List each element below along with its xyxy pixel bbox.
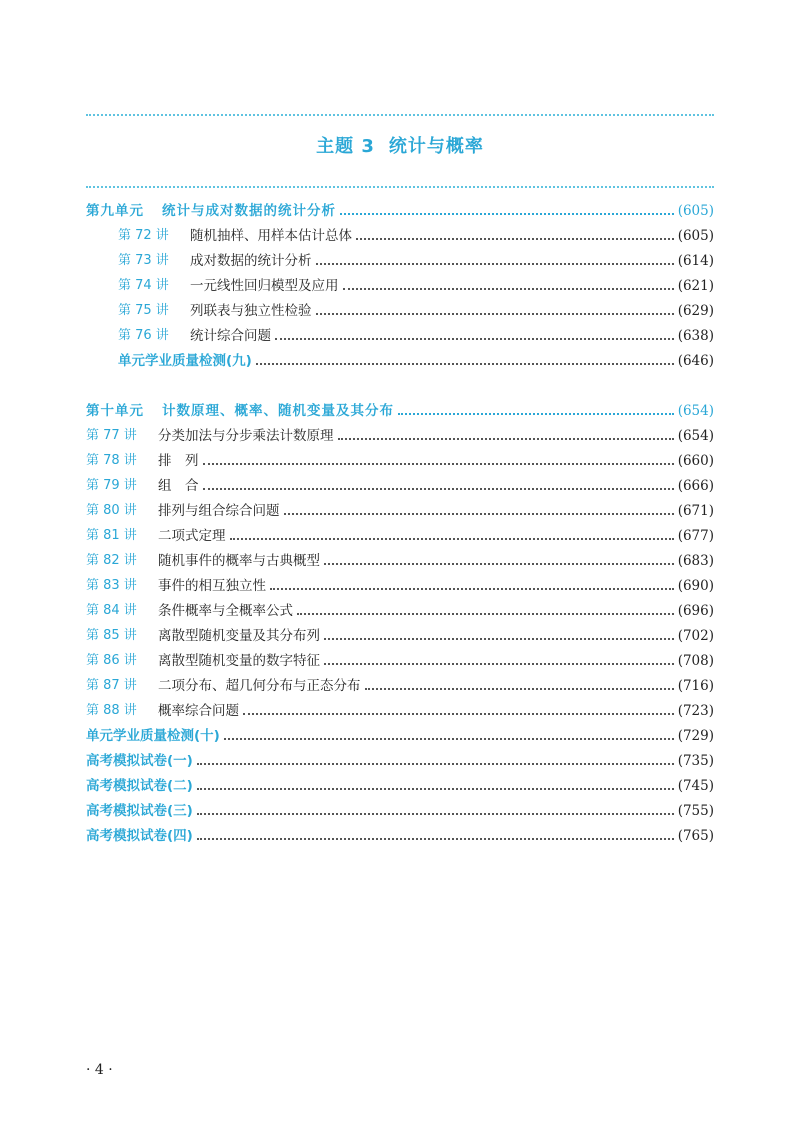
lecture-title: 一元线性回归模型及应用 [190,278,339,294]
page-ref: (735) [677,753,714,769]
toc-mock-exam-1[interactable] [86,751,714,771]
dot-leader [197,788,674,790]
toc-unit-9-quality-test[interactable] [118,351,714,371]
toc-unit-10[interactable] [86,401,714,421]
page-ref: (755) [677,803,714,819]
toc-lecture-81[interactable] [86,526,714,546]
lecture-label: 第 88 讲 [86,703,137,718]
toc-unit-10-quality-test[interactable] [86,726,714,746]
unit-title: 计数原理、概率、随机变量及其分布 [162,403,394,419]
lecture-label: 第 84 讲 [86,603,137,618]
page-ref: (654) [677,428,714,444]
theme-heading [0,132,800,158]
top-dotted-rule [86,114,714,116]
dot-leader [203,463,674,465]
unit-title: 统计与成对数据的统计分析 [162,203,336,219]
lecture-label: 第 81 讲 [86,528,137,543]
lecture-title: 组 合 [158,478,199,494]
lecture-title: 统计综合问题 [190,328,271,344]
toc-mock-exam-2[interactable] [86,776,714,796]
dot-leader [224,738,674,740]
page-ref: (677) [677,528,714,544]
dot-leader [284,513,674,515]
lecture-title: 离散型随机变量及其分布列 [158,628,320,644]
lecture-title: 排 列 [158,453,199,469]
dot-leader [338,438,674,440]
lecture-title: 条件概率与全概率公式 [158,603,293,619]
lecture-label: 第 77 讲 [86,428,137,443]
quality-test-title: 单元学业质量检测(九) [118,353,252,369]
toc-lecture-75[interactable] [118,301,714,321]
quality-test-title: 单元学业质量检测(十) [86,728,220,744]
page-ref: (605) [677,203,714,219]
dot-leader [324,563,674,565]
lecture-label: 第 78 讲 [86,453,137,468]
lecture-title: 分类加法与分步乘法计数原理 [158,428,334,444]
lecture-title: 离散型随机变量的数字特征 [158,653,320,669]
page-ref: (671) [677,503,714,519]
page-ref: (683) [677,553,714,569]
dot-leader [297,613,674,615]
toc-lecture-80[interactable] [86,501,714,521]
page-number: · 4 · [86,1062,113,1078]
toc-lecture-74[interactable] [118,276,714,296]
page-ref: (654) [677,403,714,419]
toc-lecture-85[interactable] [86,626,714,646]
mock-exam-title: 高考模拟试卷(二) [86,778,193,794]
dot-leader [203,488,674,490]
lecture-title: 二项式定理 [158,528,226,544]
lecture-label: 第 75 讲 [118,303,169,318]
dot-leader [340,213,674,215]
lecture-label: 第 82 讲 [86,553,137,568]
page-ref: (660) [677,453,714,469]
lecture-title: 随机抽样、用样本估计总体 [190,228,352,244]
toc-lecture-84[interactable] [86,601,714,621]
lecture-title: 成对数据的统计分析 [190,253,312,269]
page-ref: (702) [677,628,714,644]
section-dotted-rule [86,186,714,188]
lecture-label: 第 79 讲 [86,478,137,493]
toc-lecture-72[interactable] [118,226,714,246]
dot-leader [316,263,674,265]
toc-lecture-78[interactable] [86,451,714,471]
page-ref: (621) [677,278,714,294]
page-ref: (765) [677,828,714,844]
lecture-title: 事件的相互独立性 [158,578,266,594]
dot-leader [343,288,674,290]
mock-exam-title: 高考模拟试卷(四) [86,828,193,844]
dot-leader [324,663,674,665]
lecture-label: 第 83 讲 [86,578,137,593]
toc-lecture-76[interactable] [118,326,714,346]
lecture-label: 第 85 讲 [86,628,137,643]
theme-number: 主题 3 [316,136,375,157]
lecture-title: 二项分布、超几何分布与正态分布 [158,678,361,694]
dot-leader [398,413,674,415]
lecture-title: 随机事件的概率与古典概型 [158,553,320,569]
page-ref: (716) [677,678,714,694]
toc-lecture-77[interactable] [86,426,714,446]
toc-lecture-79[interactable] [86,476,714,496]
page-ref: (729) [677,728,714,744]
lecture-title: 概率综合问题 [158,703,239,719]
toc-lecture-87[interactable] [86,676,714,696]
lecture-label: 第 80 讲 [86,503,137,518]
lecture-label: 第 73 讲 [118,253,169,268]
page-ref: (745) [677,778,714,794]
page-ref: (605) [677,228,714,244]
page-ref: (690) [677,578,714,594]
toc-mock-exam-4[interactable] [86,826,714,846]
toc-lecture-86[interactable] [86,651,714,671]
theme-title: 统计与概率 [388,136,484,157]
dot-leader [197,838,674,840]
lecture-label: 第 76 讲 [118,328,169,343]
page-ref: (708) [677,653,714,669]
lecture-label: 第 72 讲 [118,228,169,243]
page-ref: (666) [677,478,714,494]
dot-leader [197,813,674,815]
lecture-label: 第 86 讲 [86,653,137,668]
dot-leader [324,638,674,640]
page-ref: (629) [677,303,714,319]
mock-exam-title: 高考模拟试卷(三) [86,803,193,819]
dot-leader [270,588,674,590]
dot-leader [197,763,674,765]
dot-leader [230,538,674,540]
page-ref: (646) [677,353,714,369]
lecture-title: 列联表与独立性检验 [190,303,312,319]
page-ref: (614) [677,253,714,269]
toc-unit-9[interactable] [86,201,714,221]
dot-leader [256,363,674,365]
unit-label: 第九单元 [86,203,144,219]
lecture-label: 第 87 讲 [86,678,137,693]
page-ref: (723) [677,703,714,719]
mock-exam-title: 高考模拟试卷(一) [86,753,193,769]
page-ref: (696) [677,603,714,619]
toc-lecture-73[interactable] [118,251,714,271]
dot-leader [365,688,674,690]
dot-leader [356,238,674,240]
toc-lecture-82[interactable] [86,551,714,571]
unit-label: 第十单元 [86,403,144,419]
toc-mock-exam-3[interactable] [86,801,714,821]
dot-leader [316,313,674,315]
page-ref: (638) [677,328,714,344]
toc-lecture-88[interactable] [86,701,714,721]
toc-lecture-83[interactable] [86,576,714,596]
lecture-title: 排列与组合综合问题 [158,503,280,519]
dot-leader [275,338,674,340]
dot-leader [243,713,674,715]
lecture-label: 第 74 讲 [118,278,169,293]
